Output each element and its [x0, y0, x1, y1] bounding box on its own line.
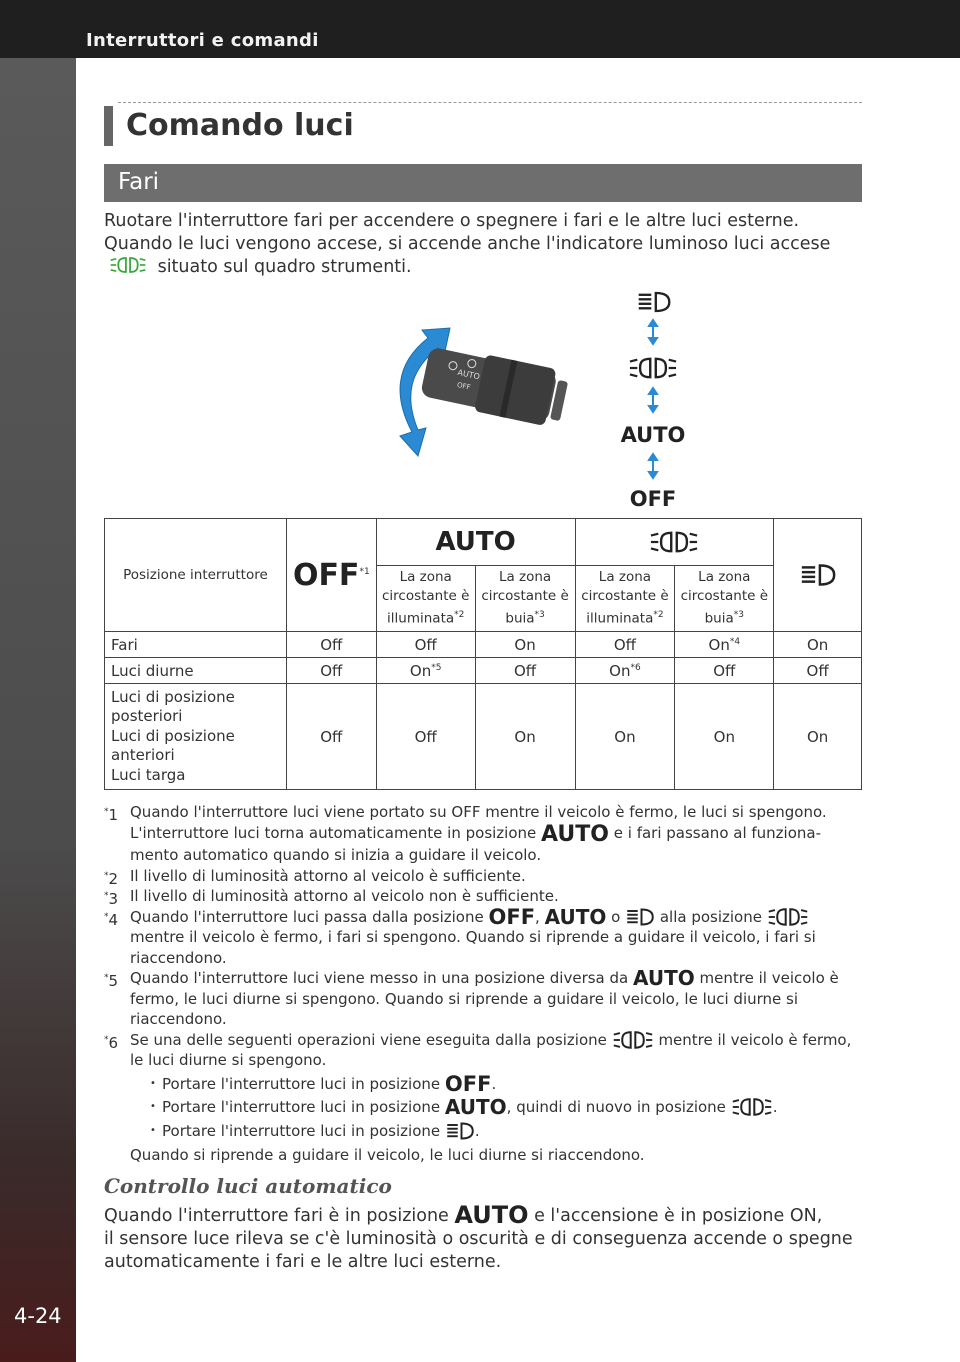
intro-line-3: situato sul quadro strumenti. [104, 256, 862, 279]
separator-arrow-icon [649, 388, 657, 412]
page-number: 4-24 [14, 1304, 62, 1328]
header-position: Posizione interruttore [105, 519, 287, 632]
svg-text:AUTO: AUTO [456, 367, 481, 382]
footnote-3: *3 Il livello di luminosità attorno al veicolo non è sufficiente. [104, 887, 559, 908]
footnote-4: *4 Quando l'interruttore luci passa dalla posizione OFF, AUTO o alla posizione mentre il veicolo è fermo, i fari si spengono. Quando si riprende a guidare il veicolo, i fari si riaccendono. [104, 904, 816, 967]
parking-light-icon [731, 1097, 773, 1117]
parking-light-icon [648, 530, 700, 554]
header-auto: AUTO [376, 519, 575, 566]
sub-park-dark: La zona circostante è buia$^{*3}$ [675, 566, 774, 632]
chapter-title: Interruttori e comandi [86, 30, 319, 51]
section-title: Comando luci [126, 108, 354, 143]
intro-line-1: Ruotare l'interruttore fari per accendere o spegnere i fari e le altre luci esterne. [104, 211, 800, 231]
svg-text:OFF: OFF [456, 381, 472, 392]
lever-stalk [419, 343, 570, 429]
auto-position-label: AUTO [620, 423, 686, 447]
intro-line-2: Quando le luci vengono accese, si accende anche l'indicatore luminoso luci accese [104, 234, 831, 254]
bullet-item: • Portare l'interruttore luci in posizione OFF. [130, 1074, 862, 1095]
table-row: Luci di posizione posteriori Luci di posizione anteriori Luci targa Off Off On On On On [105, 684, 862, 790]
footnote-2: *2 Il livello di luminosità attorno al veicolo è sufficiente. [104, 866, 526, 888]
top-header-bar [0, 0, 960, 58]
auto-control-paragraph: Quando l'interruttore fari è in posizione AUTO e l'accensione è in posizione ON, il sensore luce rileva se c'è luminosità o oscurità e di conseguenza accende o spegne automaticamente i fari e le altre luci esterne. [104, 1201, 853, 1272]
header-headlight [774, 519, 862, 632]
separator-arrow-icon [649, 320, 657, 344]
left-sidebar [0, 58, 76, 1362]
footnote-6: *6 Se una delle seguenti operazioni viene eseguita dalla posizione mentre il veicolo è fermo, le luci diurne si spengono. • Portare l'interruttore luci in posizione OFF. • Portare l'interruttore luci in posizione AUTO, quindi di nuovo in posizione . • Portare l'interruttore luci in posizione . Quando si riprende a guidare il veicolo, le luci diurne si riaccendono. [104, 1030, 862, 1166]
bullet-item: • Portare l'interruttore luci in posizione . [130, 1121, 862, 1142]
lights-on-indicator-icon [104, 256, 152, 274]
parking-light-position-icon [630, 359, 676, 377]
heading-accent-bar [104, 106, 113, 146]
parking-light-icon [767, 907, 809, 927]
auto-control-heading: Controllo luci automatico [104, 1174, 392, 1198]
footnote-5: *5 Quando l'interruttore luci viene messo in una posizione diversa da AUTO mentre il veicolo è fermo, le luci diurne si spengono. Quando si riprende a guidare il veicolo, le luci diurne si riaccendono. [104, 966, 839, 1028]
section-divider [118, 102, 862, 103]
header-off: OFF$^{*1}$ [286, 519, 376, 632]
subsection-bar [104, 164, 862, 202]
headlight-icon [625, 907, 655, 927]
table-row: Fari Off Off On Off On$^{*4}$ On [105, 632, 862, 658]
intro-paragraph [104, 210, 862, 279]
headlight-icon [445, 1121, 475, 1141]
footnotes [104, 802, 862, 1166]
sub-auto-lit: La zona circostante è illuminata$^{*2}$ [376, 566, 475, 632]
footnote-1: *1 Quando l'interruttore luci viene portato su OFF mentre il veicolo è fermo, le luci si spengono. L'interruttore luci torna automaticamente in posizione AUTO e i fari passano al funziona- mento automatico quando si inizia a guidare il veicolo. [104, 803, 827, 864]
sub-park-lit: La zona circostante è illuminata$^{*2}$ [575, 566, 675, 632]
headlight-icon [799, 562, 837, 588]
separator-arrow-icon [649, 454, 657, 478]
header-parking [575, 519, 774, 566]
parking-light-icon [612, 1030, 654, 1050]
off-position-label: OFF [629, 487, 677, 511]
table-row: Luci diurne Off On$^{*5}$ Off On$^{*6}$ Off Off [105, 658, 862, 684]
light-switch-figure [370, 286, 700, 512]
subsection-title: Fari [118, 169, 160, 195]
sub-auto-dark: La zona circostante è buia$^{*3}$ [475, 566, 575, 632]
headlight-position-icon [639, 293, 670, 311]
bullet-item: • Portare l'interruttore luci in posizione AUTO, quindi di nuovo in posizione . [130, 1097, 862, 1118]
light-operation-table [104, 518, 862, 790]
